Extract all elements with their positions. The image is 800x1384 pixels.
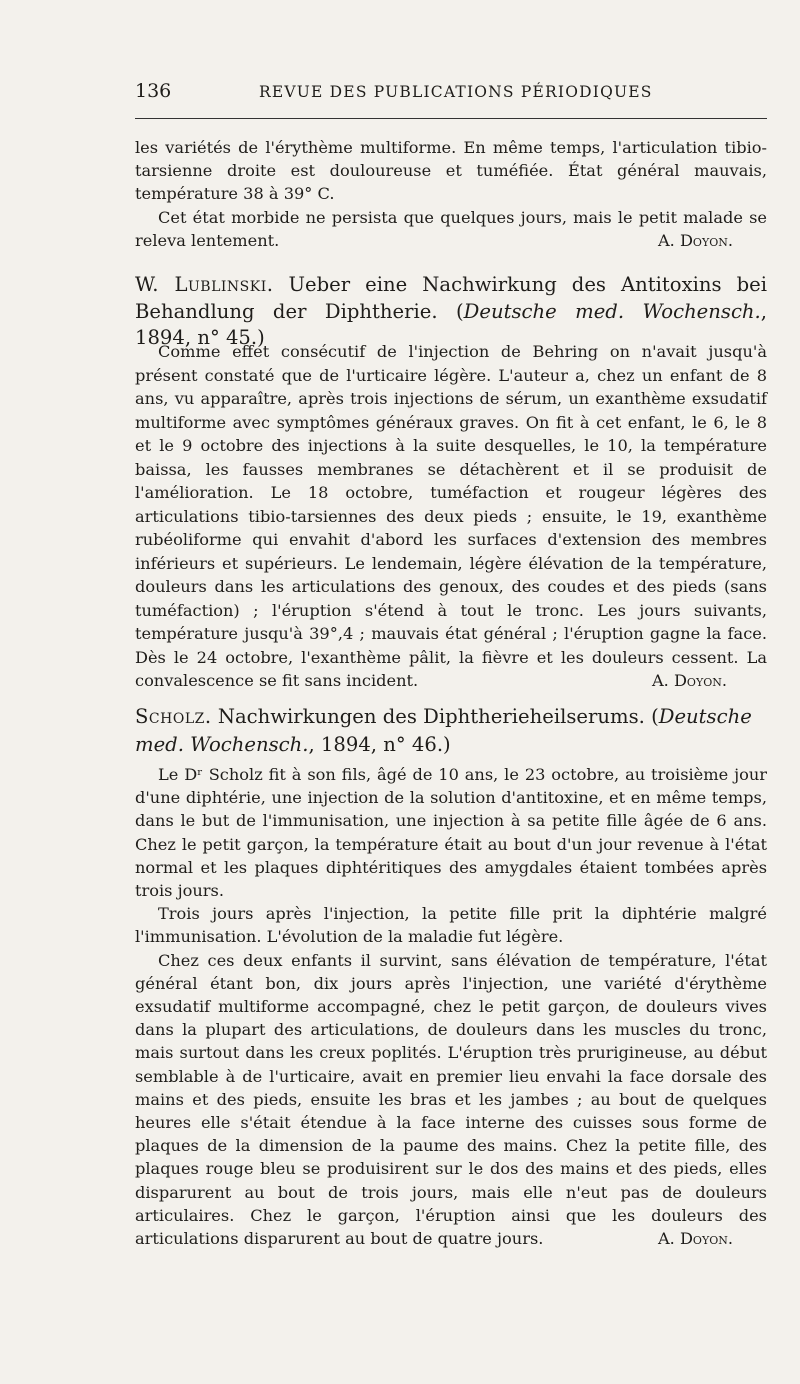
- entry-body-block: [135, 340, 767, 693]
- entry-heading: [135, 703, 767, 759]
- entry-citation: , 1894, n° 45.): [135, 299, 768, 349]
- entry-paragraph-1: Le Dʳ Scholz fit à son fils, âgé de 10 ans, le 23 octobre, au troisième jour d'une diphtérie, une injection de la solution d'antitoxine, et en même temps, dans le but de l'immunisation, une injection à sa petite fille âgée de 6 ans. Chez le petit garçon, la température était au bout d'un jour revenue à l'état normal et les plaques diphtéritiques des amygdales étaient tombées après trois jours.: [135, 765, 767, 901]
- entry-signature: A. Doyon.: [651, 671, 727, 690]
- entry-citation: , 1894, n° 46.): [308, 733, 451, 756]
- review-entry-scholz: [135, 703, 767, 759]
- entry-heading: W. Lublinski. Ueber eine Nachwirkung des Antitoxins bei Behandlung der Diphtherie. (Deutsche med. Wochensch., 1894, n° 45.): [135, 273, 768, 349]
- entry-body-block: [135, 763, 767, 1250]
- page-header: [135, 80, 765, 104]
- entry-title: Ueber eine Nachwirkung des Antitoxins bei Behandlung der Diphtherie.: [135, 273, 768, 323]
- running-title: REVUE DES PUBLICATIONS PÉRIODIQUES: [259, 83, 653, 101]
- entry-paragraph-2: Trois jours après l'injection, la petite fille prit la diphtérie malgré l'immunisation. L'évolution de la maladie fut légère.: [135, 904, 767, 947]
- header-rule: [135, 118, 767, 119]
- entry-journal: Deutsche med. Wochensch.: [463, 299, 761, 323]
- continuation-paragraph-1: les variétés de l'érythème multiforme. En même temps, l'articulation tibio-tarsienne droite est douloureuse et tuméfiée. État général mauvais, température 38 à 39° C.: [135, 138, 767, 204]
- page-number: 136: [135, 80, 172, 102]
- entry-journal-open: (: [651, 705, 659, 728]
- entry-journal: Deutsche med. Wochensch.: [135, 705, 752, 756]
- entry-body-text: Comme effet consécutif de l'injection de Behring on n'avait jusqu'à présent constaté que de l'urticaire légère. L'auteur a, chez un enfant de 8 ans, vu apparaître, après trois injections de sérum, un exanthème exsudatif multiforme avec symptômes généraux graves. On fit à cet enfant, le 6, le 8 et le 9 octobre des injections à la suite desquelles, le 10, la température baissa, les fausses membranes se détachèrent et il se produisit de l'amélioration. Le 18 octobre, tuméfaction et rougeur légères des articulations tibio-tarsiennes des deux pieds ; ensuite, le 19, exanthème rubéoliforme qui envahit d'abord les surfaces d'extension des membres inférieurs et supérieurs. Le lendemain, légère élévation de la température, douleurs dans les articulations des genoux, des coudes et des pieds (sans tuméfaction) ; l'éruption s'étend à tout le tronc. Les jours suivants, température jusqu'à 39°,4 ; mauvais état général ; l'éruption gagne la face. Dès le 24 octobre, l'exanthème pâlit, la fièvre et les douleurs cessent. La convalescence se fit sans incident.: [135, 342, 767, 690]
- continuation-paragraph-2-text: Cet état morbide ne persista que quelques jours, mais le petit malade se releva lentement.: [135, 207, 767, 250]
- continuation-block: [135, 136, 767, 252]
- entry-paragraph-3: [135, 949, 767, 1251]
- entry-signature: A. Doyon.: [657, 1229, 733, 1249]
- entry-author: Scholz.: [135, 705, 212, 728]
- entry-author: W. Lublinski.: [135, 273, 274, 296]
- continuation-signature: A. Doyon.: [657, 230, 733, 250]
- entry-body: [135, 340, 767, 693]
- entry-title: Nachwirkungen des Diphtherieheilserums.: [217, 705, 645, 728]
- entry-paragraph-3-text: Chez ces deux enfants il survint, sans élévation de température, l'état général étant bon, dix jours après l'injection, une variété d'érythème exsudatif multiforme accompagné, chez le petit garçon, de douleurs vives dans la plupart des articulations, de douleurs dans les muscles du tronc, mais surtout dans les creux poplités. L'éruption très prurigineuse, au début semblable à de l'urticaire, avait en premier lieu envahi la face dorsale des mains et des pieds, ensuite les bras et les jambes ; au bout de quelques heures elle s'était étendue à la face interne des cuisses sous forme de plaques de la dimension de la paume des mains. Chez la petite fille, des plaques rouge bleu se produisirent sur le dos des mains et des pieds, elles disparurent au bout de trois jours, mais elle n'eut pas de douleurs articulaires. Chez le garçon, l'éruption ainsi que les douleurs des articulations disparurent au bout de quatre jours.: [135, 950, 767, 1249]
- continuation-paragraph-2: [135, 206, 767, 252]
